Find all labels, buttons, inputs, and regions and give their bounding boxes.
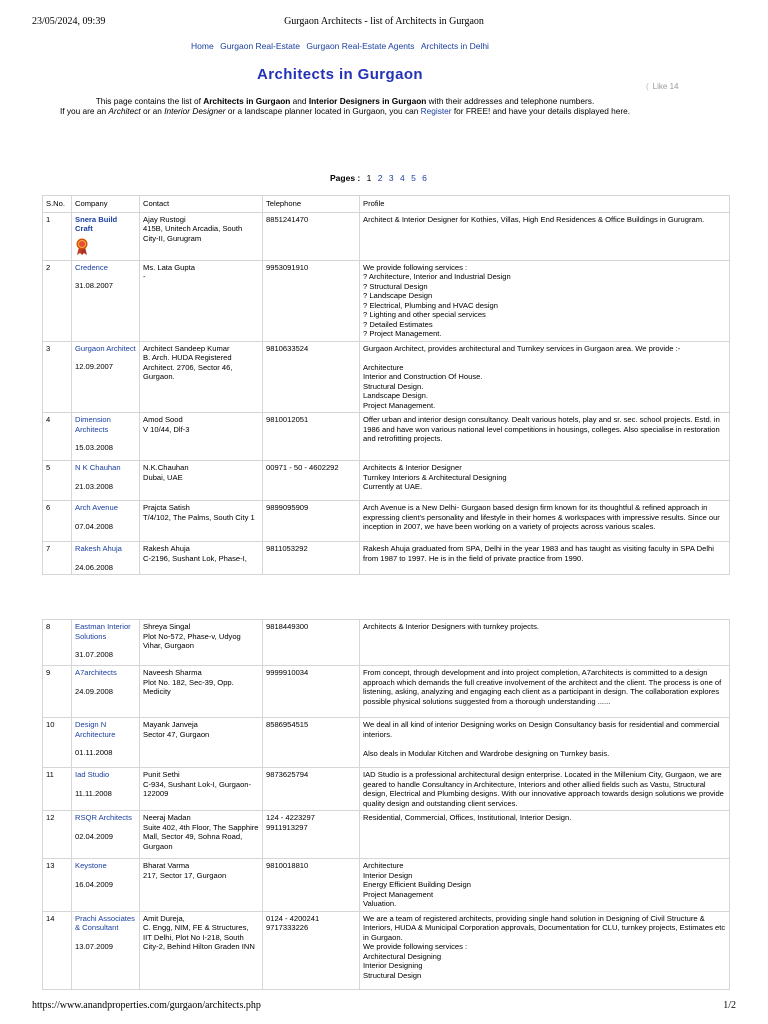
cell-profile [360, 542, 730, 575]
profile-line: ? Detailed Estimates [363, 319, 433, 329]
company-date: 24.06.2008 [75, 562, 114, 572]
phone-number: 9811053292 [266, 544, 308, 553]
profile-line: Landscape Design. [363, 391, 429, 400]
like-icon: ( [646, 82, 649, 91]
company-link[interactable]: N K Chauhan [75, 463, 121, 472]
table-row [43, 260, 730, 341]
cell-telephone [263, 768, 360, 811]
contact-line: Neeraj Madan [143, 813, 191, 822]
like-widget[interactable] [646, 82, 679, 91]
company-link[interactable]: Keystone [75, 861, 107, 870]
profile-line: IAD Studio is a professional architectural design enterprise. Located in the Millenium City, Gurgaon, we are geared to handle Consultancy in Architecture, Interiors and other allied fields such as Vastu, Structural design, Electrical and Plumbing designs. With our innovative approach towards design solutions we provide quality design and outstanding client services. [363, 770, 724, 808]
phone-number: 124 - 4223297 [266, 813, 315, 822]
print-header [32, 16, 736, 30]
cell-telephone [263, 542, 360, 575]
contact-line: Punit Sethi [143, 770, 180, 779]
nav-link-architects-delhi[interactable]: Architects in Delhi [420, 41, 489, 51]
contact-line: T/4/102, The Palms, South City 1 [143, 512, 255, 522]
company-link[interactable]: Eastman Interior Solutions [75, 622, 131, 641]
intro-text [40, 96, 650, 116]
profile-line: ? Lighting and other special services [363, 310, 486, 319]
company-link[interactable]: Prachi Associates & Consultant [75, 913, 135, 932]
intro-text-part: This page contains the list of [95, 96, 204, 106]
profile-line: Currently at UAE. [363, 482, 423, 491]
cell-profile [360, 911, 730, 989]
cell-telephone [263, 718, 360, 768]
profile-line: Valuation. [363, 899, 397, 908]
company-link[interactable]: Arch Avenue [75, 503, 118, 512]
table-row [43, 212, 730, 260]
company-date: 12.09.2007 [75, 362, 114, 371]
company-link[interactable]: A7architects [75, 668, 117, 677]
cell-contact [140, 341, 263, 413]
table-row [43, 461, 730, 501]
cell-profile [360, 461, 730, 501]
contact-line: Ajay Rustogi [143, 214, 186, 224]
cell-profile [360, 413, 730, 461]
cell-contact [140, 718, 263, 768]
pagination [330, 173, 427, 183]
cell-company [72, 542, 140, 575]
contact-line: Architect Sandeep Kumar [143, 343, 230, 353]
table-row [43, 859, 730, 912]
company-date: 01.11.2008 [75, 748, 113, 757]
profile-line: Also deals in Modular Kitchen and Wardrobe designing on Turnkey basis. [363, 748, 610, 758]
cell-telephone [263, 212, 360, 260]
profile-line: Architect & Interior Designer for Kothies, Villas, High End Residences & Office Buildings in Gurugram. [363, 214, 705, 224]
cell-sno: 1 [43, 212, 72, 260]
contact-line: Amod Sood [143, 415, 183, 424]
cell-profile [360, 260, 730, 341]
profile-line: Structural Design [363, 970, 422, 980]
profile-line: We provide following services : [363, 262, 468, 272]
profile-line: ? Structural Design [363, 281, 428, 291]
contact-line: V 10/44, Dlf-3 [143, 424, 190, 434]
profile-line: Interior Design [363, 870, 413, 880]
print-page-number: 1/2 [723, 1000, 736, 1011]
nav-link-gurgaon-real-estate[interactable]: Gurgaon Real-Estate [220, 41, 300, 51]
contact-line: Naveesh Sharma [143, 668, 202, 677]
profile-line: Architects & Interior Designers with turnkey projects. [363, 622, 539, 631]
table-row [43, 718, 730, 768]
profile-line [363, 739, 726, 749]
contact-line: Rakesh Ahuja [143, 544, 190, 553]
company-date: 13.07.2009 [75, 941, 114, 951]
contact-line: Prajcta Satish [143, 503, 190, 512]
profile-line: Rakesh Ahuja graduated from SPA, Delhi in the year 1983 and has taught as visiting faculty in SPA Delhi from 1987 to 1997. He is in the field of private practice from 1990. [363, 544, 714, 563]
phone-number: 9810018810 [266, 861, 309, 870]
company-date: 21.03.2008 [75, 481, 114, 491]
cell-telephone [263, 461, 360, 501]
cell-company [72, 718, 140, 768]
page-current: 1 [366, 173, 372, 183]
intro-text-part: for FREE! and have your details displayed here. [451, 106, 631, 116]
phone-number: 9810633524 [266, 343, 309, 353]
cell-telephone [263, 501, 360, 542]
company-link[interactable]: Gurgaon Architect [75, 343, 136, 353]
phone-number: 9911913297 [266, 822, 308, 832]
intro-emphasis: Interior Designers in Gurgaon [308, 96, 427, 106]
contact-line: Bharat Varma [143, 861, 190, 870]
profile-line: Offer urban and interior design consultancy. Dealt various hotels, play and sr. sec. school projects. Estd. in 1986 and have won various national level competitions in housings, colleges. Also specialise in restoration and retrofitting projects. [363, 415, 720, 443]
cell-sno: 13 [43, 859, 72, 912]
cell-company [72, 260, 140, 341]
company-link[interactable]: Dimension Architects [75, 415, 111, 434]
phone-number: 9999910034 [266, 668, 309, 677]
phone-number: 9818449300 [266, 622, 309, 631]
profile-line: Architecture [363, 861, 404, 870]
nav-link-home[interactable]: Home [191, 41, 214, 51]
contact-line: B. Arch. HUDA Registered Architect. 2706, Sector 46, Gurgaon. [143, 353, 233, 381]
cell-profile [360, 718, 730, 768]
intro-text-part: or an [140, 106, 165, 116]
cell-company [72, 341, 140, 413]
company-date: 24.09.2008 [75, 686, 114, 696]
company-link[interactable]: Iad Studio [75, 770, 110, 779]
cell-profile [360, 341, 730, 413]
cell-contact [140, 859, 263, 912]
print-datetime: 23/05/2024, 09:39 [32, 16, 106, 27]
cell-sno: 5 [43, 461, 72, 501]
page-link[interactable]: 4 [399, 173, 405, 183]
contact-line: C. Engg, NIM, FE & Structures, IIT Delhi, Plot No I-218, South City-2, Behind Hilton Graden INN [143, 923, 255, 951]
phone-number: 8851241470 [266, 214, 309, 224]
top-nav [0, 41, 680, 51]
profile-line: ? Electrical, Plumbing and HVAC design [363, 300, 498, 310]
contact-line: Suite 402, 4th Floor, The Sapphire Mall, Sector 49, Sohna Road, Gurgaon [143, 822, 259, 851]
phone-number: 9873625794 [266, 770, 309, 779]
profile-line: Architects & Interior Designer [363, 463, 462, 472]
cell-profile [360, 666, 730, 718]
print-url: https://www.anandproperties.com/gurgaon/architects.php [32, 1000, 261, 1011]
cell-telephone [263, 859, 360, 912]
cell-sno: 11 [43, 768, 72, 811]
col-header-company: Company [72, 196, 140, 213]
nav-link-gurgaon-agents[interactable]: Gurgaon Real-Estate Agents [306, 41, 415, 51]
phone-number: 9810012051 [266, 415, 309, 424]
contact-line: C-934, Sushant Lok-I, Gurgaon-122009 [143, 779, 252, 798]
profile-line: Arch Avenue is a New Delhi- Gurgaon based design firm known for its thoughtful & refined approach in expressing client's personality and lifestyle in their homes & workspaces with impressive results. Since our inception in 2007, we have been working on a variety of projects across various scales. [363, 503, 720, 531]
cell-contact [140, 666, 263, 718]
profile-line: Project Management. [363, 400, 436, 410]
page-link[interactable]: 3 [388, 173, 394, 183]
table-row [43, 811, 730, 859]
cell-contact [140, 461, 263, 501]
contact-line: C-2196, Sushant Lok, Phase-I, [143, 553, 247, 563]
cell-contact [140, 413, 263, 461]
company-date: 07.04.2008 [75, 521, 114, 531]
cell-company [72, 811, 140, 859]
architects-table [42, 195, 730, 575]
cell-contact [140, 212, 263, 260]
cell-company [72, 501, 140, 542]
print-doc-title: Gurgaon Architects - list of Architects in Gurgaon [284, 16, 484, 27]
table-row [43, 542, 730, 575]
cell-profile [360, 212, 730, 260]
cell-contact [140, 501, 263, 542]
cell-profile [360, 768, 730, 811]
contact-line: - [143, 272, 146, 281]
table-row [43, 413, 730, 461]
page-link[interactable]: 6 [422, 173, 427, 183]
print-footer [32, 1000, 736, 1014]
col-header-telephone: Telephone [263, 196, 360, 213]
table-row [43, 341, 730, 413]
intro-emphasis: Interior Designer [164, 106, 226, 116]
cell-company [72, 461, 140, 501]
cell-sno: 8 [43, 620, 72, 666]
cell-profile [360, 620, 730, 666]
cell-telephone [263, 911, 360, 989]
company-date: 15.03.2008 [75, 443, 114, 452]
cell-company [72, 212, 140, 260]
cell-sno: 4 [43, 413, 72, 461]
cell-company [72, 666, 140, 718]
contact-line: Mayank Janveja [143, 720, 198, 729]
company-link[interactable]: Design N Architecture [75, 720, 116, 739]
contact-line: Plot No. 182, Sec-39, Opp. Medicity [143, 677, 234, 696]
phone-number: 00971 - 50 - 4602292 [266, 463, 339, 472]
cell-profile [360, 501, 730, 542]
col-header-profile: Profile [360, 196, 730, 213]
profile-line: Project Management [363, 889, 434, 899]
profile-line: From concept, through development and into project completion, A7architects is committed to a design approach which demands the full creative involvement of the architect and the client. The process is one of listening, asking, analyzing and engaging each client as a participant in design. The collaboration explores possible physical solutions suggested from a thorough understanding ...... [363, 668, 722, 706]
intro-text-part: and [290, 96, 309, 106]
company-date: 16.04.2009 [75, 879, 114, 889]
cell-company [72, 768, 140, 811]
table-header-row [43, 196, 730, 213]
like-count: 14 [669, 82, 679, 91]
cell-sno: 14 [43, 911, 72, 989]
company-link[interactable]: Credence [75, 262, 108, 272]
contact-line: 217, Sector 17, Gurgaon [143, 870, 227, 880]
phone-number: 9717333226 [266, 923, 309, 932]
cell-telephone [263, 620, 360, 666]
page-link[interactable]: 5 [411, 173, 416, 183]
intro-text-part: or a landscape planner located in Gurgaon, you can [225, 106, 421, 116]
contact-line: Sector 47, Gurgaon [143, 729, 210, 739]
profile-line: We deal in all kind of interior Designing works on Design Consultancy basis for residential and commercial interiors. [363, 720, 720, 739]
cell-contact [140, 260, 263, 341]
profile-line: ? Architecture, Interior and Industrial Design [363, 272, 511, 281]
table-row [43, 666, 730, 718]
contact-line: 415B, Unitech Arcadia, South City-II, Gurugram [143, 224, 243, 243]
contact-line: Dubai, UAE [143, 472, 183, 482]
col-header-contact: Contact [140, 196, 263, 213]
award-ribbon-icon [75, 238, 89, 256]
contact-line: Plot No-572, Phase-v, Udyog Vihar, Gurgaon [143, 631, 241, 650]
contact-line: Ms. Lata Gupta [143, 262, 195, 272]
page-link[interactable]: 2 [377, 173, 383, 183]
col-header-sno: S.No. [43, 196, 72, 213]
phone-number: 0124 - 4200241 [266, 913, 320, 923]
cell-company [72, 859, 140, 912]
company-link[interactable]: RSQR Architects [75, 813, 132, 822]
profile-line: Turnkey Interiors & Architectural Designing [363, 472, 507, 482]
company-date: 31.07.2008 [75, 650, 114, 659]
cell-profile [360, 811, 730, 859]
profile-line: ? Project Management. [363, 329, 442, 338]
company-date: 11.11.2008 [75, 788, 112, 798]
phone-number: 9953091910 [266, 262, 309, 272]
like-label: Like [652, 82, 668, 91]
profile-line: We are a team of registered architects, providing single hand solution in Designing of Civil Structure & Interiors, HUDA & Municipal Corporation approvals, Documentation for CLU, turnkey projects, Estimates etc in Gurgaon. [363, 913, 726, 942]
company-date: 31.08.2007 [75, 281, 114, 290]
cell-telephone [263, 666, 360, 718]
cell-contact [140, 768, 263, 811]
cell-sno: 12 [43, 811, 72, 859]
table-row [43, 911, 730, 989]
profile-line: Gurgaon Architect, provides architectural and Turnkey services in Gurgaon area. We provide :- [363, 343, 681, 353]
phone-number: 8586954515 [266, 720, 309, 729]
table-row [43, 620, 730, 666]
cell-contact [140, 620, 263, 666]
contact-line: N.K.Chauhan [143, 463, 189, 472]
cell-telephone [263, 413, 360, 461]
company-link[interactable]: Rakesh Ahuja [75, 544, 122, 553]
cell-telephone [263, 341, 360, 413]
cell-telephone [263, 260, 360, 341]
table-row [43, 501, 730, 542]
intro-emphasis: Architects in Gurgaon [203, 96, 291, 106]
register-link[interactable]: Register [420, 106, 452, 116]
profile-line: Interior and Construction Of House. [363, 372, 483, 381]
contact-line: Shreya Singal [143, 622, 191, 631]
cell-sno: 9 [43, 666, 72, 718]
company-date: 02.04.2009 [75, 831, 114, 841]
cell-sno: 3 [43, 341, 72, 413]
cell-company [72, 413, 140, 461]
pagination-label: Pages : [330, 173, 361, 183]
cell-company [72, 620, 140, 666]
profile-line: Interior Designing [363, 961, 423, 970]
cell-telephone [263, 811, 360, 859]
contact-line: Amit Dureja, [143, 913, 185, 923]
cell-company [72, 911, 140, 989]
cell-profile [360, 859, 730, 912]
profile-line: Architecture [363, 362, 404, 372]
cell-contact [140, 911, 263, 989]
phone-number: 9899095909 [266, 503, 309, 512]
table-row [43, 768, 730, 811]
cell-sno: 10 [43, 718, 72, 768]
intro-text-part: If you are an [59, 106, 109, 116]
architects-table-continued [42, 619, 730, 990]
cell-sno: 7 [43, 542, 72, 575]
cell-sno: 6 [43, 501, 72, 542]
profile-line: Energy Efficient Building Design [363, 880, 471, 889]
cell-sno: 2 [43, 260, 72, 341]
cell-contact [140, 542, 263, 575]
intro-emphasis: Architect [108, 106, 141, 116]
cell-contact [140, 811, 263, 859]
profile-line: Residential, Commercial, Offices, Institutional, Interior Design. [363, 813, 572, 822]
profile-line: ? Landscape Design [363, 291, 433, 300]
profile-line [363, 353, 726, 363]
profile-line: Architectural Designing [363, 951, 442, 961]
profile-line: We provide following services : [363, 942, 468, 951]
profile-line: Structural Design. [363, 381, 424, 391]
company-link[interactable]: Snera Build Craft [75, 214, 118, 233]
intro-text-part: with their addresses and telephone numbers. [426, 96, 595, 106]
page-title: Architects in Gurgaon [257, 66, 423, 83]
